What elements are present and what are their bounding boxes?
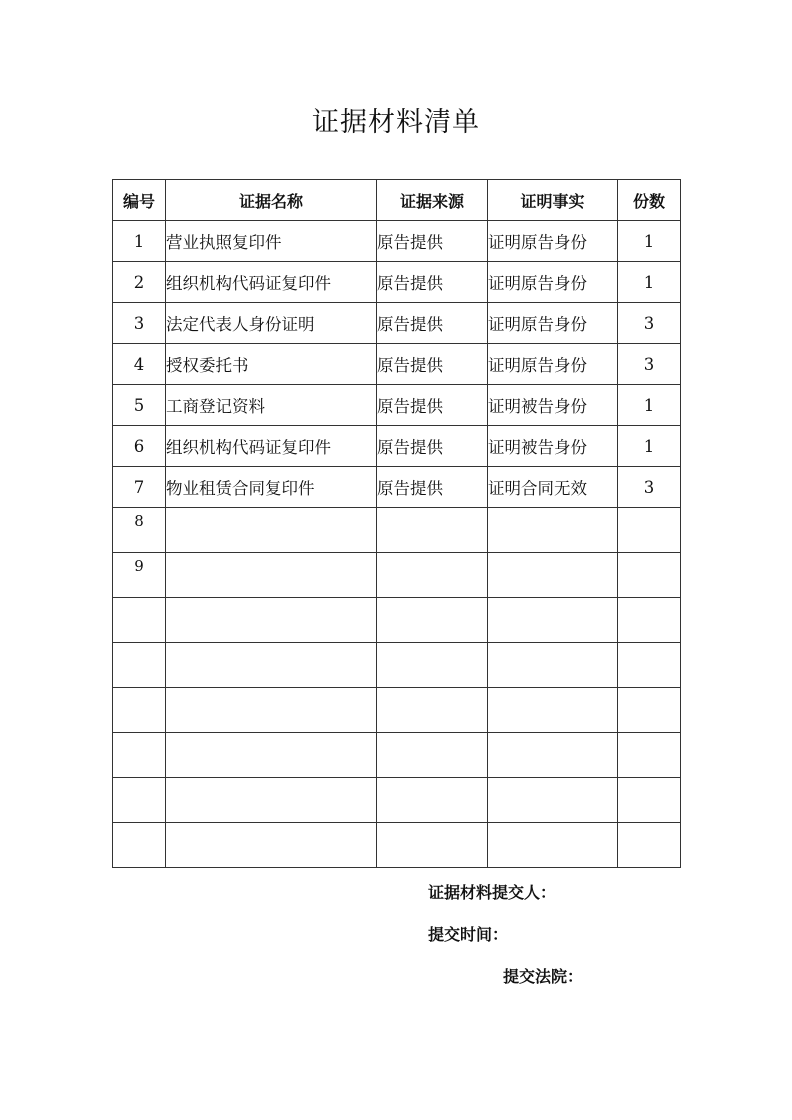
cell-proven-fact	[488, 598, 618, 643]
cell-number: 7	[113, 467, 166, 508]
cell-copies: 3	[618, 303, 681, 344]
cell-number: 5	[113, 385, 166, 426]
cell-copies	[618, 733, 681, 778]
cell-proven-fact: 证明被告身份	[488, 385, 618, 426]
cell-evidence-name: 物业租赁合同复印件	[166, 467, 377, 508]
table-header-row	[113, 180, 681, 221]
cell-number	[113, 778, 166, 823]
cell-proven-fact	[488, 553, 618, 598]
cell-evidence-source	[377, 598, 488, 643]
cell-evidence-source: 原告提供	[377, 221, 488, 262]
page-title: 证据材料清单	[312, 107, 480, 138]
cell-copies	[618, 553, 681, 598]
table-row	[113, 688, 681, 733]
cell-evidence-source: 原告提供	[377, 303, 488, 344]
table-row	[113, 643, 681, 688]
cell-number	[113, 823, 166, 868]
cell-copies: 1	[618, 262, 681, 303]
table-row	[113, 733, 681, 778]
cell-evidence-source: 原告提供	[377, 385, 488, 426]
cell-proven-fact	[488, 778, 618, 823]
cell-evidence-source	[377, 778, 488, 823]
submission-time-label: 提交时间：	[428, 925, 509, 944]
header-evidence-source: 证据来源	[377, 180, 488, 221]
submission-court-label: 提交法院：	[503, 967, 584, 986]
cell-proven-fact	[488, 733, 618, 778]
cell-evidence-source: 原告提供	[377, 426, 488, 467]
cell-evidence-name: 授权委托书	[166, 344, 377, 385]
cell-evidence-name: 组织机构代码证复印件	[166, 426, 377, 467]
cell-evidence-name: 法定代表人身份证明	[166, 303, 377, 344]
cell-evidence-name	[166, 553, 377, 598]
cell-copies: 1	[618, 426, 681, 467]
cell-evidence-source	[377, 823, 488, 868]
cell-proven-fact: 证明原告身份	[488, 344, 618, 385]
table-row	[113, 778, 681, 823]
cell-copies: 3	[618, 344, 681, 385]
cell-proven-fact	[488, 688, 618, 733]
table-row	[113, 385, 681, 426]
cell-number	[113, 733, 166, 778]
cell-number: 8	[113, 508, 166, 553]
table-row	[113, 508, 681, 553]
table-row	[113, 221, 681, 262]
header-proven-fact: 证明事实	[488, 180, 618, 221]
cell-proven-fact	[488, 823, 618, 868]
cell-evidence-source: 原告提供	[377, 344, 488, 385]
cell-evidence-source: 原告提供	[377, 262, 488, 303]
cell-copies: 1	[618, 221, 681, 262]
cell-number: 3	[113, 303, 166, 344]
table-row	[113, 262, 681, 303]
cell-copies	[618, 508, 681, 553]
cell-evidence-name: 营业执照复印件	[166, 221, 377, 262]
cell-number	[113, 643, 166, 688]
cell-copies	[618, 598, 681, 643]
cell-evidence-name: 组织机构代码证复印件	[166, 262, 377, 303]
cell-number: 6	[113, 426, 166, 467]
table-row	[113, 426, 681, 467]
cell-evidence-name	[166, 688, 377, 733]
cell-evidence-source: 原告提供	[377, 467, 488, 508]
cell-proven-fact: 证明原告身份	[488, 303, 618, 344]
cell-evidence-source	[377, 733, 488, 778]
table-row	[113, 303, 681, 344]
table-row	[113, 598, 681, 643]
cell-evidence-source	[377, 688, 488, 733]
submitter-label: 证据材料提交人：	[428, 883, 557, 902]
cell-evidence-name	[166, 733, 377, 778]
cell-number	[113, 688, 166, 733]
cell-number: 2	[113, 262, 166, 303]
cell-proven-fact: 证明被告身份	[488, 426, 618, 467]
cell-proven-fact: 证明合同无效	[488, 467, 618, 508]
table-row	[113, 467, 681, 508]
cell-proven-fact	[488, 508, 618, 553]
table-row	[113, 553, 681, 598]
table-row	[113, 344, 681, 385]
cell-copies: 3	[618, 467, 681, 508]
cell-number: 4	[113, 344, 166, 385]
cell-proven-fact: 证明原告身份	[488, 221, 618, 262]
cell-number: 9	[113, 553, 166, 598]
cell-copies	[618, 778, 681, 823]
cell-number: 1	[113, 221, 166, 262]
cell-evidence-name	[166, 643, 377, 688]
cell-evidence-source	[377, 643, 488, 688]
cell-copies	[618, 643, 681, 688]
cell-evidence-name	[166, 823, 377, 868]
cell-proven-fact	[488, 643, 618, 688]
evidence-table	[112, 179, 681, 868]
cell-evidence-source	[377, 508, 488, 553]
header-copies: 份数	[618, 180, 681, 221]
cell-proven-fact: 证明原告身份	[488, 262, 618, 303]
cell-evidence-name: 工商登记资料	[166, 385, 377, 426]
cell-evidence-source	[377, 553, 488, 598]
cell-copies: 1	[618, 385, 681, 426]
header-evidence-name: 证据名称	[166, 180, 377, 221]
cell-copies	[618, 823, 681, 868]
cell-evidence-name	[166, 598, 377, 643]
cell-number	[113, 598, 166, 643]
header-number: 编号	[113, 180, 166, 221]
cell-evidence-name	[166, 778, 377, 823]
table-row	[113, 823, 681, 868]
cell-copies	[618, 688, 681, 733]
cell-evidence-name	[166, 508, 377, 553]
